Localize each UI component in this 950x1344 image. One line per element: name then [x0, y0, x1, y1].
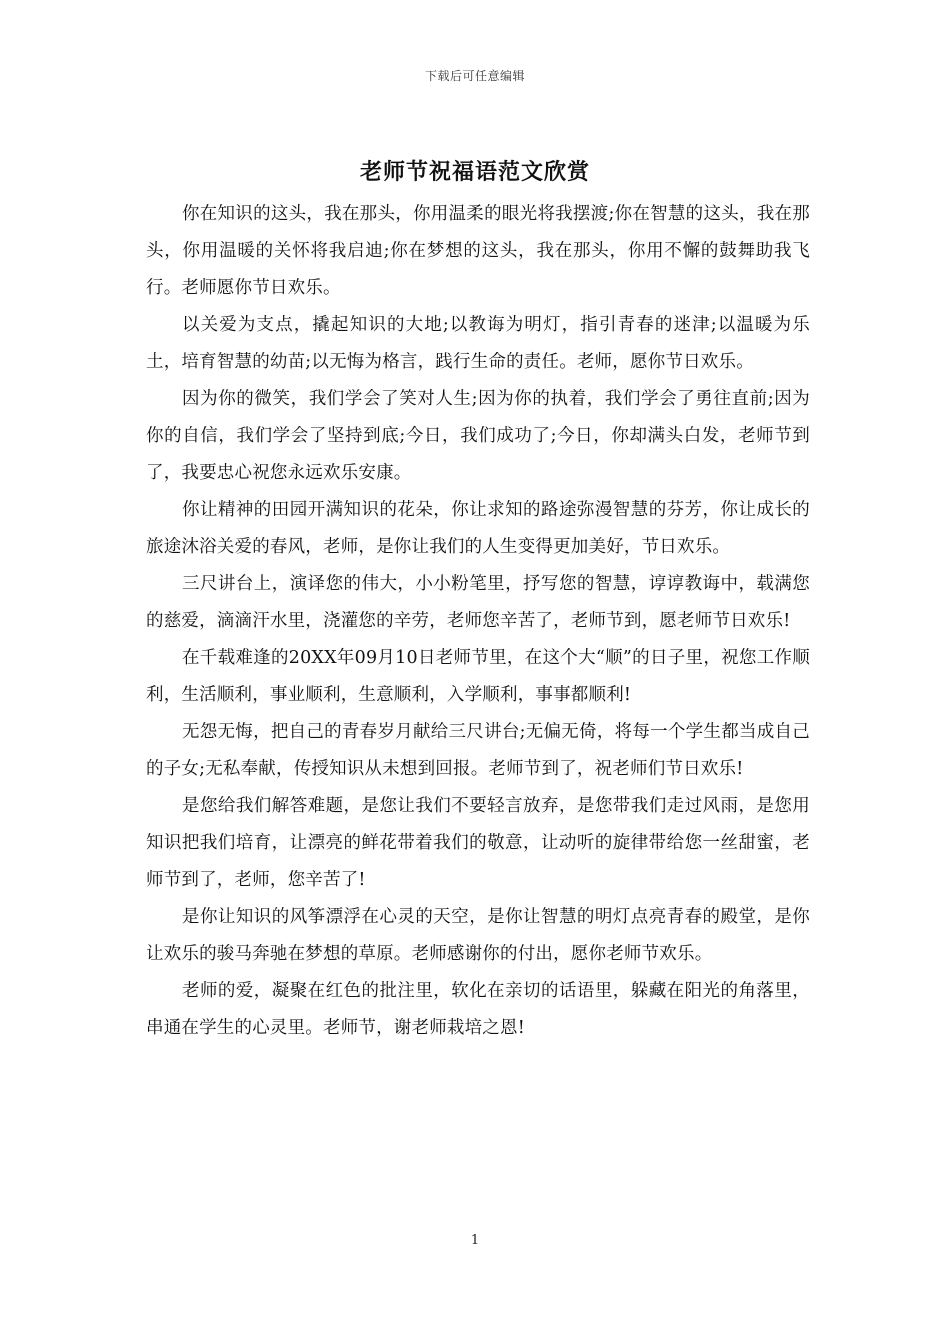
- paragraph: 是您给我们解答难题，是您让我们不要轻言放弃，是您带我们走过风雨，是您用知识把我们培育，让漂亮的鲜花带着我们的敬意，让动听的旋律带给您一丝甜蜜，老师节到了，老师，您辛苦了!: [146, 796, 810, 890]
- paragraph: 是你让知识的风筝漂浮在心灵的天空，是你让智慧的明灯点亮青春的殿堂，是你让欢乐的骏马奔驰在梦想的草原。老师感谢你的付出，愿你老师节欢乐。: [146, 907, 810, 964]
- paragraph: 你在知识的这头，我在那头，你用温柔的眼光将我摆渡;你在智慧的这头，我在那头，你用温暖的关怀将我启迪;你在梦想的这头，我在那头，你用不懈的鼓舞助我飞行。老师愿你节日欢乐。: [146, 204, 810, 298]
- header-note: 下载后可任意编辑: [424, 69, 525, 83]
- paragraph: 无怨无悔，把自己的青春岁月献给三尺讲台;无偏无倚，将每一个学生都当成自己的子女;无私奉献，传授知识从未想到回报。老师节到了，祝老师们节日欢乐!: [146, 722, 810, 779]
- paragraph: 以关爱为支点，撬起知识的大地;以教诲为明灯，指引青春的迷津;以温暖为乐土，培育智慧的幼苗;以无悔为格言，践行生命的责任。老师，愿你节日欢乐。: [146, 315, 810, 372]
- page-number: 1: [470, 1233, 480, 1248]
- paragraph: 你让精神的田园开满知识的花朵，你让求知的路途弥漫智慧的芬芳，你让成长的旅途沐浴关爱的春风，老师，是你让我们的人生变得更加美好，节日欢乐。: [146, 500, 810, 557]
- paragraph: 因为你的微笑，我们学会了笑对人生;因为你的执着，我们学会了勇往直前;因为你的自信，我们学会了坚持到底;今日，我们成功了;今日，你却满头白发，老师节到了，我要忠心祝您永远欢乐安康。: [146, 389, 810, 483]
- paragraph: 三尺讲台上，演译您的伟大，小小粉笔里，抒写您的智慧，谆谆教诲中，载满您的慈爱，滴滴汗水里，浇灌您的辛劳，老师您辛苦了，老师节到，愿老师节日欢乐!: [146, 574, 810, 631]
- paragraph: 在千载难逢的20XX年09月10日老师节里，在这个大“顺”的日子里，祝您工作顺利，生活顺利，事业顺利，生意顺利，入学顺利，事事都顺利!: [146, 648, 810, 705]
- document-title: 老师节祝福语范文欣赏: [359, 159, 590, 185]
- document-body: [146, 196, 810, 1047]
- paragraph: 老师的爱，凝聚在红色的批注里，软化在亲切的话语里，躲藏在阳光的角落里，串通在学生的心灵里。老师节，谢老师栽培之恩!: [146, 981, 810, 1038]
